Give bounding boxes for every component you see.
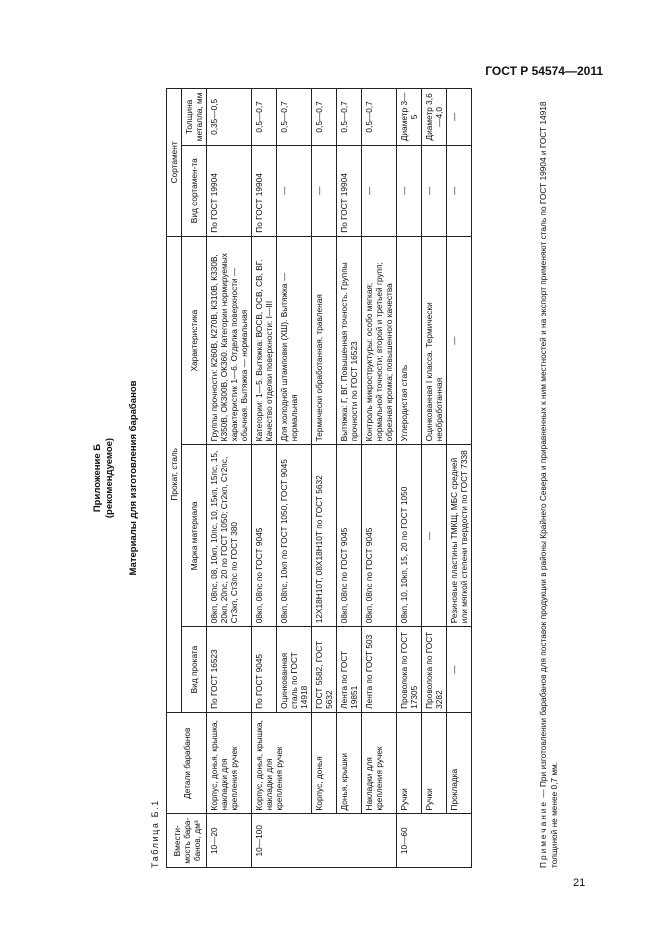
cell-assortment-type: — xyxy=(362,145,397,236)
materials-table xyxy=(166,88,472,868)
cell-assortment-type: — xyxy=(277,145,312,236)
document-code: ГОСТ Р 54574—2011 xyxy=(485,64,603,78)
cell-parts: Корпус, донья xyxy=(312,712,337,814)
cell-characteristic: Группы прочности: К260В, К270В, К310В, К330В, К350В, ОК300В, ОК360. Категории нормируемых характеристик 1—6. Отделка поверхности — обычная. Вытяжка — нормальная xyxy=(207,236,252,445)
cell-rolled-type: Лента по ГОСТ 503 xyxy=(362,627,397,713)
cell-characteristic: Термически обработанная, травленая xyxy=(312,236,337,445)
cell-capacity: 10—20 xyxy=(207,814,252,868)
cell-parts: Накладки для крепления ручек xyxy=(362,712,397,814)
header-assortment-group: Сортамент xyxy=(167,89,182,237)
cell-parts: Корпус, донья, крышка, накладки для крепления ручек xyxy=(207,712,252,814)
header-characteristic: Характеристика xyxy=(182,236,207,445)
cell-thickness: 0,5—0,7 xyxy=(362,89,397,146)
cell-rolled-type: ГОСТ 5582, ГОСТ 5632 xyxy=(312,627,337,713)
header-rolled-group: Прокат, сталь xyxy=(167,236,182,712)
header-capacity: Вмести-мость бара-банов, дм³ xyxy=(167,814,207,868)
cell-rolled-type: Проволока по ГОСТ 3282 xyxy=(422,627,447,713)
table-note xyxy=(538,88,559,868)
rotated-page-content xyxy=(90,88,570,868)
cell-assortment-type: — xyxy=(397,145,422,236)
cell-thickness: Диаметр 3—5 xyxy=(397,89,422,146)
cell-grade: 08кп, 08пс по ГОСТ 9045 xyxy=(362,445,397,627)
cell-grade: 08кп, 08пс, 08, 10кп, 10пс, 10, 15кп, 15пс, 15, 20кп, 20пс, 20 по ГОСТ 1050; Ст2кп, Ст2пс, Ст3кп, Ст3пс по ГОСТ 380 xyxy=(207,445,252,627)
cell-characteristic: Контроль микроструктуры: особо мягкая; нормальной точности; второй и третьей групп; обрезная кромка; повышенного качества xyxy=(362,236,397,445)
table-label: Таблица Б.1 xyxy=(150,799,160,868)
cell-characteristic: Для холодной штамповки (ХШ). Вытяжка — нормальная xyxy=(277,236,312,445)
table-row xyxy=(337,89,362,868)
table-row xyxy=(397,89,422,868)
cell-grade: 08кп, 08пс по ГОСТ 9045 xyxy=(337,445,362,627)
cell-parts: Прокладка xyxy=(447,712,472,814)
cell-thickness: Диаметр 3,6—4,0 xyxy=(422,89,447,146)
cell-grade: 08кп, 08пс, 10кп по ГОСТ 1050, ГОСТ 9045 xyxy=(277,445,312,627)
cell-thickness: — xyxy=(447,89,472,146)
page-number: 21 xyxy=(573,877,586,889)
cell-thickness: 0,5—0,7 xyxy=(277,89,312,146)
cell-rolled-type: Лента по ГОСТ 19851 xyxy=(337,627,362,713)
cell-assortment-type: По ГОСТ 19904 xyxy=(252,145,277,236)
cell-assortment-type: — xyxy=(422,145,447,236)
cell-rolled-type: Проволока по ГОСТ 17305 xyxy=(397,627,422,713)
cell-grade: 08кп, 08пс по ГОСТ 9045 xyxy=(252,445,277,627)
table-row xyxy=(312,89,337,868)
note-text: — При изготовлении барабанов для поставок продукции в районы Крайнего Севера и приравненных к ним местностей и на экспорт применяют сталь по ГОСТ 19904 и ГОСТ 14918 толщиной не менее 0,7 мм. xyxy=(538,101,559,868)
table-row xyxy=(252,89,277,868)
header-grade: Марка материала xyxy=(182,445,207,627)
cell-rolled-type: По ГОСТ 16523 xyxy=(207,627,252,713)
appendix-heading xyxy=(92,308,116,648)
cell-grade: Резиновые пластины ТМКЩ, МБС средней или мягкой степени твердости по ГОСТ 7338 xyxy=(447,445,472,627)
cell-parts: Корпус, донья, крышка, накладки для крепления ручек xyxy=(252,712,312,814)
cell-assortment-type: — xyxy=(447,145,472,236)
cell-assortment-type: По ГОСТ 19904 xyxy=(207,145,252,236)
cell-thickness: 0,5—0,7 xyxy=(252,89,277,146)
cell-parts: Ручки xyxy=(422,712,447,814)
cell-rolled-type: По ГОСТ 9045 xyxy=(252,627,277,713)
cell-characteristic: Углеродистая сталь xyxy=(397,236,422,445)
cell-rolled-type: Оцинкованная сталь по ГОСТ 14918 xyxy=(277,627,312,713)
cell-thickness: 0,35—0,5 xyxy=(207,89,252,146)
cell-rolled-type: — xyxy=(447,627,472,713)
cell-characteristic: Вытяжка: Г, ВГ. Повышенная точность. Группы прочности по ГОСТ 16523 xyxy=(337,236,362,445)
appendix-title: Приложение Б xyxy=(92,443,103,513)
cell-assortment-type: По ГОСТ 19904 xyxy=(337,145,362,236)
cell-capacity: 10—60 xyxy=(397,814,472,868)
table-row xyxy=(422,89,447,868)
cell-thickness: 0,5—0,7 xyxy=(337,89,362,146)
note-label: Примечание xyxy=(538,799,548,868)
cell-characteristic: Категории: 1—5. Вытяжка: ВОСВ, ОСВ, СВ, ВГ. Качество отделки поверхности: I—III xyxy=(252,236,277,445)
cell-characteristic: Оцинкованная I класса. Термически необработанная xyxy=(422,236,447,445)
table-row xyxy=(362,89,397,868)
header-parts: Детали барабанов xyxy=(167,712,207,814)
cell-grade: — xyxy=(422,445,447,627)
appendix-subtitle: (рекомендуемое) xyxy=(104,437,115,519)
cell-parts: Донья, крышки xyxy=(337,712,362,814)
cell-assortment-type: — xyxy=(312,145,337,236)
cell-characteristic: — xyxy=(447,236,472,445)
cell-thickness: 0,5—0,7 xyxy=(312,89,337,146)
section-title: Материалы для изготовления барабанов xyxy=(128,380,139,576)
cell-grade: 12Х18Н10Т, 08Х18Н10Т по ГОСТ 5632 xyxy=(312,445,337,627)
cell-grade: 08кп, 10, 10кп, 15, 20 по ГОСТ 1050 xyxy=(397,445,422,627)
table-row xyxy=(447,89,472,868)
header-assortment-type: Вид сортамен-та xyxy=(182,145,207,236)
table-row xyxy=(207,89,252,868)
cell-parts: Ручки xyxy=(397,712,422,814)
header-rolled-type: Вид проката xyxy=(182,627,207,713)
header-thickness: Толщина металла, мм xyxy=(182,89,207,146)
cell-capacity: 10—100 xyxy=(252,814,397,868)
